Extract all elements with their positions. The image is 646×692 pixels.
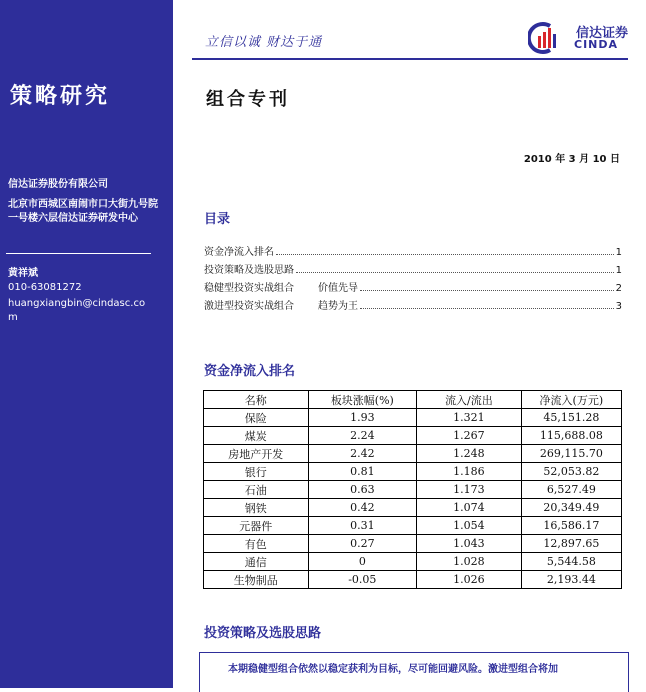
- toc-item[interactable]: [204, 261, 622, 279]
- table-cell: 5,544.58: [521, 553, 621, 571]
- table-row: [204, 481, 622, 499]
- table-row: [204, 409, 622, 427]
- toc-heading: 目录: [204, 212, 231, 227]
- table-cell: 房地产开发: [204, 445, 309, 463]
- table-cell: 1.074: [417, 499, 522, 517]
- toc-item-page: 1: [615, 265, 622, 276]
- toc-item-subtitle: 价值先导: [318, 283, 358, 294]
- report-date: 2010 年 3 月 10 日: [523, 154, 620, 165]
- strategy-heading: 投资策略及选股思路: [204, 626, 322, 641]
- toc-item[interactable]: [204, 297, 622, 315]
- table-row: [204, 571, 622, 589]
- table-cell: 52,053.82: [521, 463, 621, 481]
- sidebar-divider: [6, 253, 151, 254]
- table-cell: 1.028: [417, 553, 522, 571]
- table-cell: 2,193.44: [521, 571, 621, 589]
- toc-item[interactable]: [204, 279, 622, 297]
- table-cell: 生物制品: [204, 571, 309, 589]
- inflow-table: [203, 390, 622, 589]
- toc-item[interactable]: [204, 243, 622, 261]
- toc-item-title: 资金净流入排名: [204, 247, 274, 258]
- table-cell: 2.42: [308, 445, 417, 463]
- table-cell: 0.31: [308, 517, 417, 535]
- table-cell: 0.42: [308, 499, 417, 517]
- slogan: 立信以诚 财达于通: [205, 35, 323, 50]
- table-cell: 269,115.70: [521, 445, 621, 463]
- table-cell: 1.321: [417, 409, 522, 427]
- table-cell: 0.81: [308, 463, 417, 481]
- table-cell: 0.27: [308, 535, 417, 553]
- table-cell: 115,688.08: [521, 427, 621, 445]
- toc-item-page: 3: [615, 301, 622, 312]
- toc-item-page: 1: [615, 247, 622, 258]
- company-address: 北京市西城区南闹市口大街九号院一号楼六层信达证券研发中心: [8, 199, 158, 224]
- company-name: 信达证券股份有限公司: [8, 179, 108, 190]
- table-cell: 1.267: [417, 427, 522, 445]
- table-cell: 1.054: [417, 517, 522, 535]
- toc-leader: [360, 290, 614, 291]
- table-cell: 20,349.49: [521, 499, 621, 517]
- toc-leader: [296, 272, 614, 273]
- author-name: 黄祥斌: [8, 268, 38, 279]
- logo-name: 信达证券: [576, 26, 629, 41]
- author-email[interactable]: huangxiangbin@cindasc.com: [8, 298, 146, 323]
- table-row: [204, 535, 622, 553]
- table-cell: 1.173: [417, 481, 522, 499]
- logo-en: CINDA: [574, 38, 619, 51]
- table-cell: 钢铁: [204, 499, 309, 517]
- toc-item-title: 稳健型投资实战组合: [204, 283, 294, 294]
- table-cell: 0.63: [308, 481, 417, 499]
- column-header: 板块涨幅(%): [308, 391, 417, 409]
- table-row: [204, 463, 622, 481]
- table-row: [204, 499, 622, 517]
- table-cell: 有色: [204, 535, 309, 553]
- strategy-summary: 本期稳健型组合依然以稳定获利为目标，尽可能回避风险。激进型组合将加: [228, 664, 558, 675]
- table-row: [204, 427, 622, 445]
- table-body: [204, 409, 622, 589]
- toc-item-subtitle: 趋势为王: [318, 301, 358, 312]
- table-row: [204, 553, 622, 571]
- table-cell: 石油: [204, 481, 309, 499]
- author-phone: 010-63081272: [8, 282, 82, 293]
- table-header-row: [204, 391, 622, 409]
- toc-leader: [276, 254, 614, 255]
- toc-leader: [360, 308, 614, 309]
- table-row: [204, 445, 622, 463]
- toc-item-page: 2: [615, 283, 622, 294]
- toc-item-title: 投资策略及选股思路: [204, 265, 294, 276]
- table-cell: 1.186: [417, 463, 522, 481]
- table-cell: 1.043: [417, 535, 522, 553]
- sidebar-title: 策略研究: [10, 83, 111, 109]
- table-cell: -0.05: [308, 571, 417, 589]
- toc-item-title: 激进型投资实战组合: [204, 301, 294, 312]
- column-header: 净流入(万元): [521, 391, 621, 409]
- header-rule: [192, 58, 628, 60]
- sidebar: [0, 0, 173, 688]
- table-of-contents: [204, 243, 622, 315]
- table-row: [204, 517, 622, 535]
- inflow-heading: 资金净流入排名: [204, 364, 296, 379]
- table-cell: 6,527.49: [521, 481, 621, 499]
- table-cell: 0: [308, 553, 417, 571]
- table-cell: 2.24: [308, 427, 417, 445]
- column-header: 名称: [204, 391, 309, 409]
- table-cell: 16,586.17: [521, 517, 621, 535]
- table-cell: 保险: [204, 409, 309, 427]
- table-cell: 通信: [204, 553, 309, 571]
- table-cell: 煤炭: [204, 427, 309, 445]
- table-cell: 银行: [204, 463, 309, 481]
- table-cell: 1.248: [417, 445, 522, 463]
- column-header: 流入/流出: [417, 391, 522, 409]
- table-cell: 12,897.65: [521, 535, 621, 553]
- table-cell: 1.93: [308, 409, 417, 427]
- table-cell: 45,151.28: [521, 409, 621, 427]
- report-title: 组合专刊: [206, 89, 290, 110]
- table-cell: 元器件: [204, 517, 309, 535]
- table-cell: 1.026: [417, 571, 522, 589]
